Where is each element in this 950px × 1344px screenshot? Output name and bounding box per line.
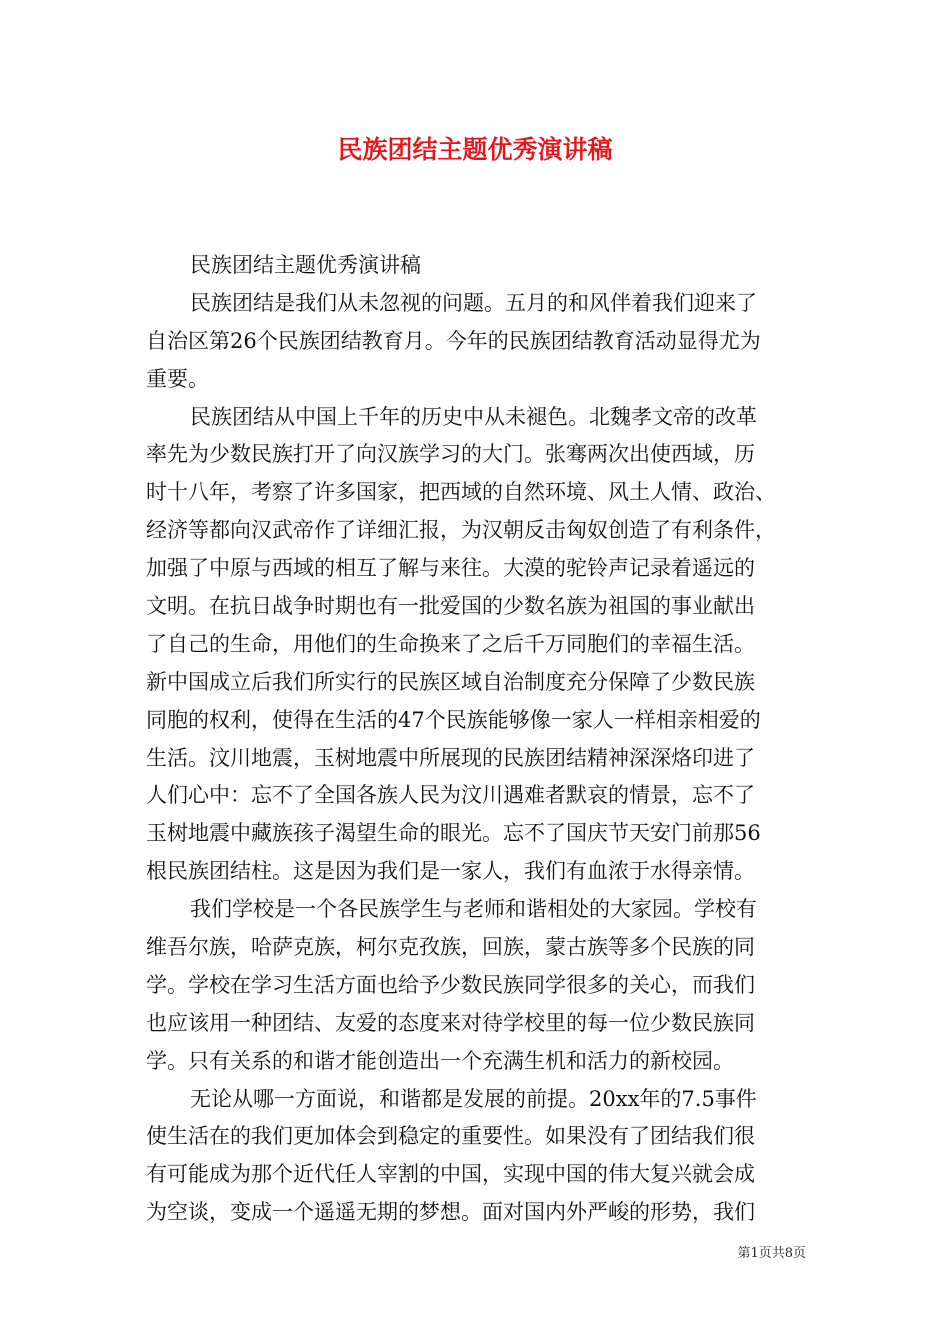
page-title: 民族团结主题优秀演讲稿 (337, 135, 613, 164)
body-line: 学。只有关系的和谐才能创造出一个充满生机和活力的新校园。 (146, 1048, 734, 1073)
body-line: 新中国成立后我们所实行的民族区域自治制度充分保障了少数民族 (146, 669, 755, 694)
body-line: 根民族团结柱。这是因为我们是一家人，我们有血浓于水得亲情。 (146, 859, 755, 884)
body-line: 我们学校是一个各民族学生与老师和谐相处的大家园。学校有 (190, 897, 757, 922)
body-line: 率先为少数民族打开了向汉族学习的大门。张骞两次出使西域，历 (146, 442, 755, 467)
body-line: 民族团结是我们从未忽视的问题。五月的和风伴着我们迎来了 (190, 290, 757, 315)
body-line: 同胞的权利，使得在生活的47个民族能够像一家人一样相亲相爱的 (146, 707, 761, 732)
body-line: 民族团结主题优秀演讲稿 (190, 253, 421, 277)
body-line: 经济等都向汉武帝作了详细汇报，为汉朝反击匈奴创造了有利条件， (146, 518, 776, 543)
body-line: 维吾尔族，哈萨克族，柯尔克孜族，回族，蒙古族等多个民族的同 (146, 935, 755, 960)
body-line: 生活。汶川地震，玉树地震中所展现的民族团结精神深深烙印进了 (146, 745, 755, 770)
body-line: 重要。 (146, 366, 209, 391)
body-line: 人们心中：忘不了全国各族人民为汶川遇难者默哀的情景，忘不了 (146, 783, 755, 808)
body-line: 玉树地震中藏族孩子渴望生命的眼光。忘不了国庆节天安门前那56 (146, 821, 761, 846)
body-line: 学。学校在学习生活方面也给予少数民族同学很多的关心，而我们 (146, 972, 755, 997)
body-line: 文明。在抗日战争时期也有一批爱国的少数名族为祖国的事业献出 (146, 594, 755, 619)
body-line: 为空谈，变成一个遥遥无期的梦想。面对国内外严峻的形势，我们 (146, 1200, 755, 1225)
document-body (146, 247, 806, 1232)
body-line: 也应该用一种团结、友爱的态度来对待学校里的每一位少数民族同 (146, 1010, 755, 1035)
body-line: 民族团结从中国上千年的历史中从未褪色。北魏孝文帝的改革 (190, 404, 757, 429)
body-line: 无论从哪一方面说，和谐都是发展的前提。20xx年的7.5事件 (190, 1086, 757, 1111)
body-line: 加强了中原与西域的相互了解与来往。大漠的驼铃声记录着遥远的 (146, 556, 755, 581)
body-line: 时十八年，考察了许多国家，把西域的自然环境、风土人情、政治、 (146, 480, 776, 505)
body-line: 有可能成为那个近代任人宰割的中国，实现中国的伟大复兴就会成 (146, 1162, 755, 1187)
page-number-footer: 第1页共8页 (737, 1246, 806, 1261)
body-line: 自治区第26个民族团结教育月。今年的民族团结教育活动显得尤为 (146, 328, 761, 353)
body-line: 使生活在的我们更加体会到稳定的重要性。如果没有了团结我们很 (146, 1124, 755, 1149)
body-line: 了自己的生命，用他们的生命换来了之后千万同胞们的幸福生活。 (146, 631, 755, 656)
